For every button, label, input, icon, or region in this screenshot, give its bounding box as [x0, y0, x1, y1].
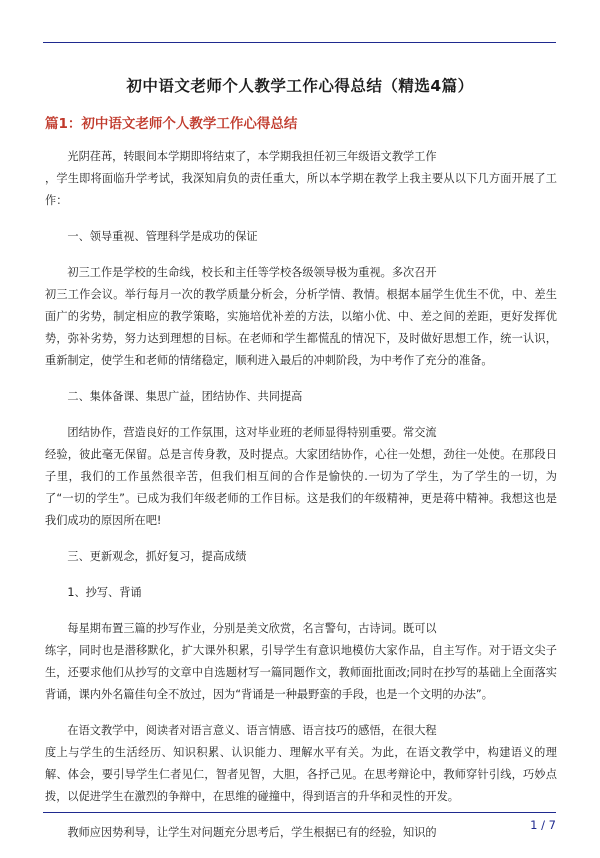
- paragraph: 团结协作，营造良好的工作氛围，这对毕业班的老师显得特别重要。常交流 经验，彼此毫无保留。总是言传身教，及时提点。大家团结协作，心往一处想，劲往一处使。在那段日子里，我们的工作虽然很辛苦，但我们相互间的合作是愉快的.一切为了学生，为了学生的一切，为了“一切的学生”。已成为我们年级老师的工作目标。这是我们的年级精神，更是蒋中精神。我想这也是我们成功的原因所在吧!: [45, 426, 557, 527]
- document-body: [45, 146, 557, 858]
- top-rule: [43, 42, 556, 43]
- section-heading: 篇1：初中语文老师个人教学工作心得总结: [45, 116, 298, 132]
- bottom-rule: [43, 812, 556, 813]
- document-title: 初中语文老师个人教学工作心得总结（精选4篇）: [126, 77, 474, 95]
- subheading: 三、更新观念，抓好复习，提高成绩: [45, 550, 247, 563]
- paragraph: 光阴荏苒，转眼间本学期即将结束了，本学期我担任初三年级语文教学工作 ，学生即将面临升学考试，我深知肩负的责任重大，所以本学期在教学上我主要从以下几方面开展了工作：: [45, 150, 557, 207]
- subheading: 1、抄写、背诵: [45, 586, 142, 599]
- subheading: 一、领导重视、管理科学是成功的保证: [45, 230, 258, 243]
- subheading: 二、集体备课、集思广益，团结协作、共同提高: [45, 390, 303, 403]
- page-indicator: 1 / 7: [530, 818, 556, 832]
- paragraph: 教师应因势利导，让学生对问题充分思考后，学生根据已有的经验，知识的: [45, 826, 437, 839]
- paragraph: 每星期布置三篇的抄写作业，分别是美文欣赏，名言警句，古诗词。既可以 练字，同时也是潜移默化，扩大课外积累，引导学生有意识地模仿大家作品，自主写作。对于语文尖子生，还要求他们从抄写的文章中自选题材写一篇同题作文，教师面批面改;同时在抄写的基础上全面落实背诵，课内外名篇佳句全不放过，因为“背诵是一种最野蛮的手段，也是一个文明的办法”。: [45, 622, 557, 701]
- paragraph: 初三工作是学校的生命线，校长和主任等学校各级领导极为重视。多次召开 初三工作会议。举行每月一次的教学质量分析会，分析学情、教情。根据本届学生优生不优，中、差生面广的劣势，制定相应的教学策略，实施培优补差的方法，以缩小优、中、差之间的差距，更好发挥优势，弥补劣势，努力达到理想的目标。在老师和学生都慌乱的情况下，及时做好思想工作，统一认识，重新制定，使学生和老师的情绪稳定，顺利进入最后的冲刺阶段，为中考作了充分的准备。: [45, 266, 557, 367]
- paragraph: 在语文教学中，阅读者对语言意义、语言情感、语言技巧的感悟，在很大程 度上与学生的生活经历、知识积累、认识能力、理解水平有关。为此，在语文教学中，构建语义的理解、体会，要引导学生仁者见仁，智者见智，大胆，各抒己见。在思考辩论中，教师穿针引线，巧妙点拨，以促进学生在激烈的争辩中，在思维的碰撞中，得到语言的升华和灵性的开发。: [45, 724, 557, 803]
